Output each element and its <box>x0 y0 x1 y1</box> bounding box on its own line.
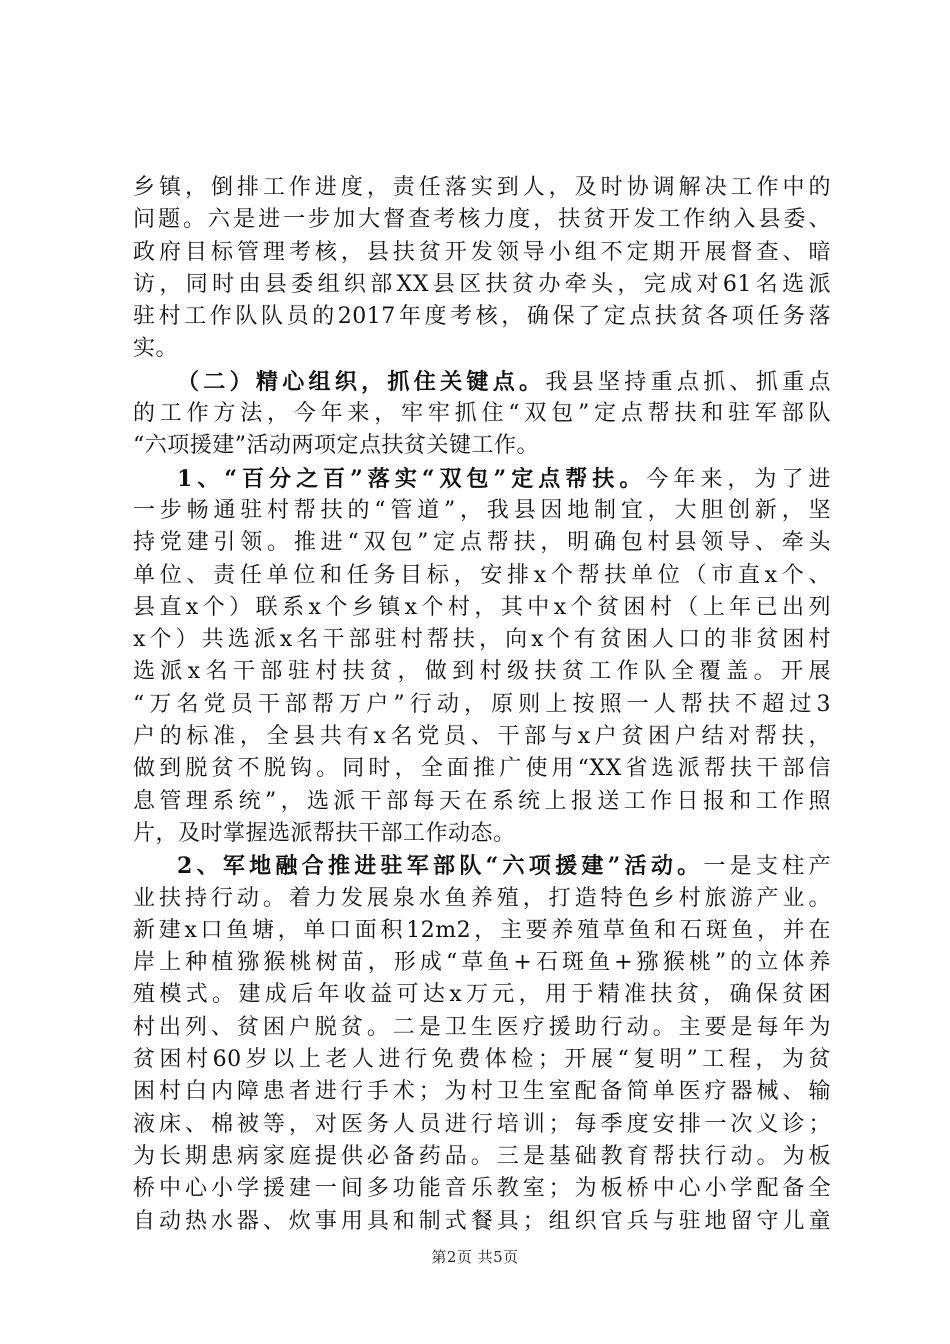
text-line-8: 的工作方法，今年来，牢牢抓住“双包”定点帮扶和驻军部队 <box>133 401 831 427</box>
text-line-30: 液床、棉被等，对医务人员进行培训；每季度安排一次义诊； <box>133 1111 831 1137</box>
text-line-20: 息管理系统”，选派干部每天在系统上报送工作日报和工作照 <box>133 788 831 814</box>
text-line-23: 业扶持行动。着力发展泉水鱼养殖，打造特色乡村旅游产业。 <box>133 885 831 911</box>
text-line-31: 为长期患病家庭提供必备药品。三是基础教育帮扶行动。为板 <box>133 1143 831 1169</box>
text-line-17: “万名党员干部帮万户”行动，原则上按照一人帮扶不超过3 <box>133 691 831 717</box>
text-line-21: 片，及时掌握选派帮扶干部工作动态。 <box>133 820 516 846</box>
text-line-15: x个）共选派x名干部驻村帮扶，向x个有贫困人口的非贫困村 <box>133 627 831 653</box>
text-line-24: 新建x口鱼塘，单口面积12m2，主要养殖草鱼和石斑鱼，并在 <box>133 917 831 943</box>
text-line-18: 户的标准，全县共有x名党员、干部与x户贫困户结对帮扶， <box>133 724 831 750</box>
section-heading: （二）精心组织，抓住关键点。 <box>177 368 546 395</box>
text-line-2: 问题。六是进一步加大督查考核力度，扶贫开发工作纳入县委、 <box>133 207 831 233</box>
text-line-27: 村出列、贫困户脱贫。二是卫生医疗援助行动。主要是每年为 <box>133 1014 831 1040</box>
text-line-5: 驻村工作队队员的2017年度考核，确保了定点扶贫各项任务落 <box>133 304 831 330</box>
text-line-12: 持党建引领。推进“双包”定点帮扶，明确包村县领导、牵头 <box>133 530 831 556</box>
text-line-19: 做到脱贫不脱钩。同时，全面推广使用“XX省选派帮扶干部信 <box>133 756 831 782</box>
text-line-33: 自动热水器、炊事用具和制式餐具；组织官兵与驻地留守儿童 <box>133 1208 831 1234</box>
text-line-4: 访，同时由县委组织部XX县区扶贫办牵头，完成对61名选派 <box>133 271 831 297</box>
subheading-2-line: 2、军地融合推进驻军部队“六项援建”活动。一是支柱产 <box>177 853 831 880</box>
text-line-25: 岸上种植猕猴桃树苗，形成“草鱼+石斑鱼+猕猴桃”的立体养 <box>133 950 831 976</box>
page-footer <box>0 1246 950 1267</box>
document-body <box>133 172 831 1238</box>
text-line-3: 政府目标管理考核，县扶贫开发领导小组不定期开展督查、暗 <box>133 239 831 265</box>
text-line-26: 殖模式。建成后年收益可达x万元，用于精准扶贫，确保贫困 <box>133 982 831 1008</box>
subheading-2: 2、军地融合推进驻军部队“六项援建”活动。 <box>177 853 704 880</box>
text-line-11: 一步畅通驻村帮扶的“管道”，我县因地制宜，大胆创新，坚 <box>133 497 831 523</box>
text-line-29: 困村白内障患者进行手术；为村卫生室配备简单医疗器械、输 <box>133 1079 831 1105</box>
text-line-9: “六项援建”活动两项定点扶贫关键工作。 <box>133 433 539 459</box>
text-line-14: 县直x个）联系x个乡镇x个村，其中x个贫困村（上年已出列 <box>133 594 831 620</box>
subheading-1-line: 1、“百分之百”落实“双包”定点帮扶。今年来，为了进 <box>177 465 831 492</box>
text-line-32: 桥中心小学援建一间多功能音乐教室；为板桥中心小学配备全 <box>133 1176 831 1202</box>
text-line-13: 单位、责任单位和任务目标，安排x个帮扶单位（市直x个、 <box>133 562 831 588</box>
text-line-6: 实。 <box>133 336 179 362</box>
text-line-28: 贫困村60岁以上老人进行免费体检；开展“复明”工程，为贫 <box>133 1047 831 1073</box>
text-line-1: 乡镇，倒排工作进度，责任落实到人，及时协调解决工作中的 <box>133 175 831 200</box>
section-heading-line: （二）精心组织，抓住关键点。我县坚持重点抓、抓重点 <box>177 368 831 395</box>
page-number: 第2页 共5页 <box>431 1248 519 1266</box>
subheading-1: 1、“百分之百”落实“双包”定点帮扶。 <box>177 465 647 492</box>
text-line-16: 选派x名干部驻村扶贫，做到村级扶贫工作队全覆盖。开展 <box>133 659 831 685</box>
